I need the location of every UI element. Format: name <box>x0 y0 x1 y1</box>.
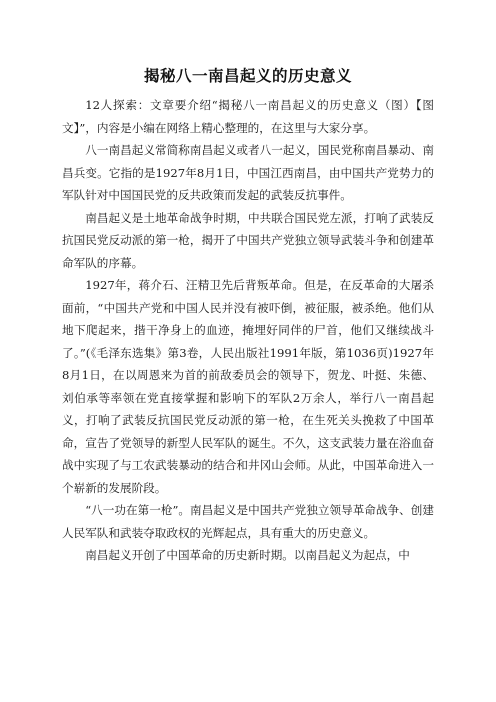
document-body <box>62 94 434 567</box>
paragraph: 八一南昌起义常简称南昌起义或者八一起义，国民党称南昌暴动、南昌兵变。它指的是1927年8月1日，中国江西南昌，由中国共产党势力的军队针对中国国民党的反共政策而发起的武装反抗事件。 <box>62 143 434 202</box>
document-title: 揭秘八一南昌起义的历史意义 <box>143 67 352 85</box>
paragraph: 1927年，蒋介石、汪精卫先后背叛革命。但是，在反革命的大屠杀面前，“中国共产党和中国人民并没有被吓倒，被征服，被杀绝。他们从地下爬起来，揩干净身上的血迹，掩埋好同伴的尸首，他们又继续战斗了。”(《毛泽东选集》第3卷，人民出版社1991年版，第1036页)1927年8月1日，在以周恩来为首的前敌委员会的领导下，贺龙、叶挺、朱德、刘伯承等率领在党直接掌握和影响下的军队2万余人，举行八一南昌起义，打响了武装反抗国民党反动派的第一枪，在生死关头挽救了中国革命，宣告了党领导的新型人民军队的诞生。不久，这支武装力量在浴血奋战中实现了与工农武装暴动的结合和井冈山会师。从此，中国革命进入一个崭新的发展阶段。 <box>62 278 434 495</box>
paragraph: “八一功在第一枪”。南昌起义是中国共产党独立领导革命战争、创建人民军队和武装夺取政权的光辉起点，具有重大的历史意义。 <box>62 503 434 540</box>
paragraph: 12人探索：文章要介绍“揭秘八一南昌起义的历史意义（图）【图文】”，内容是小编在网络上精心整理的，在这里与大家分享。 <box>62 98 434 135</box>
paragraph: 南昌起义开创了中国革命的历史新时期。以南昌起义为起点，中 <box>85 548 410 562</box>
paragraph: 南昌起义是土地革命战争时期，中共联合国民党左派，打响了武装反抗国民党反动派的第一枪，揭开了中国共产党独立领导武装斗争和创建革命军队的序幕。 <box>62 210 434 270</box>
